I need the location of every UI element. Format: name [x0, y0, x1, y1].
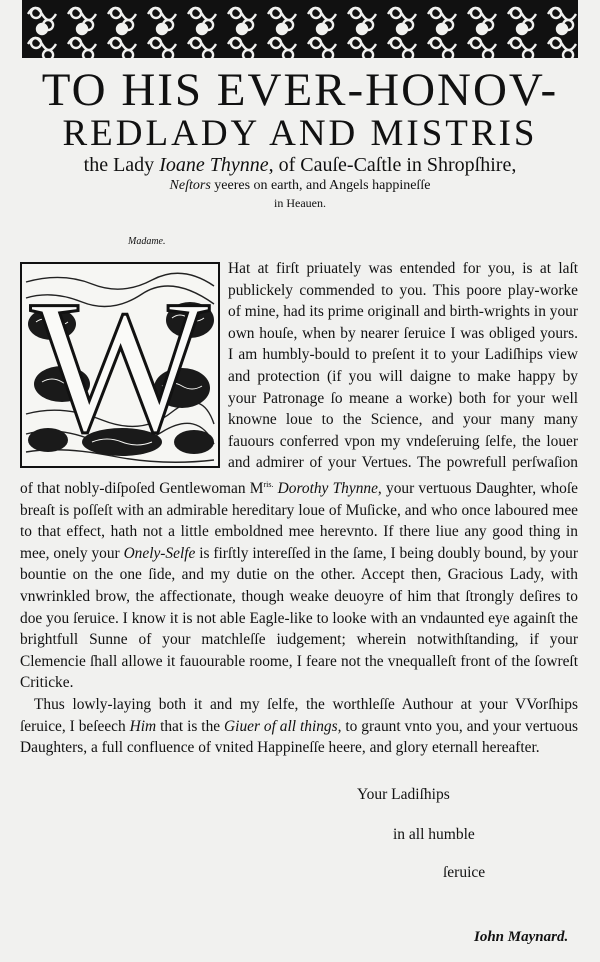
body-text-run: that is the — [156, 717, 225, 735]
body-text-italic: Dorothy Thynne — [273, 480, 378, 498]
title-text: yeeres on earth, and Angels happineſſe — [210, 178, 431, 193]
body-text-italic: Him — [129, 717, 157, 735]
body-text-italic: Onely-Selfe — [123, 544, 196, 562]
dedication-body — [20, 258, 578, 759]
dedication-title-line-2: REDLADY AND MISTRIS — [62, 113, 538, 154]
dedication-title-line-5: in Heauen. — [274, 196, 326, 210]
dedication-title-line-1: TO HIS EVER-HONOV- — [41, 64, 559, 116]
body-text-run: , your vertuous Daughter, whoſe breaſt is poſſeſt with an admirable hereditary loue of Muſicke, and who once laboured mee to that effect, hath not a little emboldned mee herevnto. If there liue any good thing in mee, onely your — [20, 480, 578, 562]
body-text-run: Thus lowly-laying both it and my ſelfe, the worthleſſe Authour at your VVorſhips ſeruice, I beſeech — [20, 696, 578, 735]
salutation: Madame. — [128, 236, 166, 247]
body-text-run: to graunt vnto you, and your vertuous Daughters, a full confluence of vnited Happineſſe heere, and glory eternall hereafter. — [20, 717, 578, 757]
title-text: , of Cauſe-Caſtle in Shropſhire, — [268, 154, 517, 176]
title-name: Ioane Thynne — [159, 154, 269, 176]
closing-line-1: Your Ladiſhips — [357, 786, 450, 803]
dropcap-woodcut — [20, 262, 220, 468]
decorative-ornament-band — [22, 0, 578, 58]
signature: Iohn Maynard. — [474, 929, 569, 945]
body-text-run: ris. — [263, 479, 274, 489]
body-text-run: is firſtly intereſſed in the ſame, I being doubly bound, by your bountie on the one ſide, and my dutie on the other. Accept then, Gracious Lady, with vnwrinkled brow, the affectionate, though weake deuoyre of him that ſtrongly deſires to doe you ſeruice. I know it is not able Eagle-like to looke with an vndaunted eye againſt the brightfull Sunne of your matchleſſe iudgement; wherein notwithſtanding, if your Clemencie ſhall allowe it fauourable roome, I feare not the vnequalleſt front of the ſowreſt Criticke. — [20, 544, 578, 692]
closing-line-3: ſeruice — [443, 864, 486, 881]
dropcap-letter: W — [30, 264, 210, 466]
dedication-title-line-3 — [0, 152, 600, 178]
title-name: Neſtors — [169, 178, 211, 193]
body-paragraph-1 — [20, 258, 578, 694]
title-text: the Lady — [83, 154, 160, 176]
woodcut-illustration — [22, 264, 218, 466]
body-paragraph-2 — [20, 694, 578, 759]
body-text-italic: Giuer of all things, — [224, 717, 342, 735]
closing-line-2: in all humble — [393, 826, 475, 843]
body-text-run: Hat at firſt priuately was entended for you, is at laſt publickely commended to you. This poore play-worke of mine, had its prime originall and birth-wrights in your own houſe, when by nearer ſeruice I was obliged yours. I am humbly-bould to preſent it to your Ladiſhips view and protection (if you will daigne to make happy by your Patronage ſo meane a worke) both for your well knowne loue to the Science, and your many many fauours conferred vpon my vndeſeruing ſelfe, the louer and admirer of your Vertues. The powrefull perſwaſion of that nobly-diſpoſed Gentlewoman M — [20, 260, 578, 498]
dedication-title-line-4 — [0, 177, 600, 195]
